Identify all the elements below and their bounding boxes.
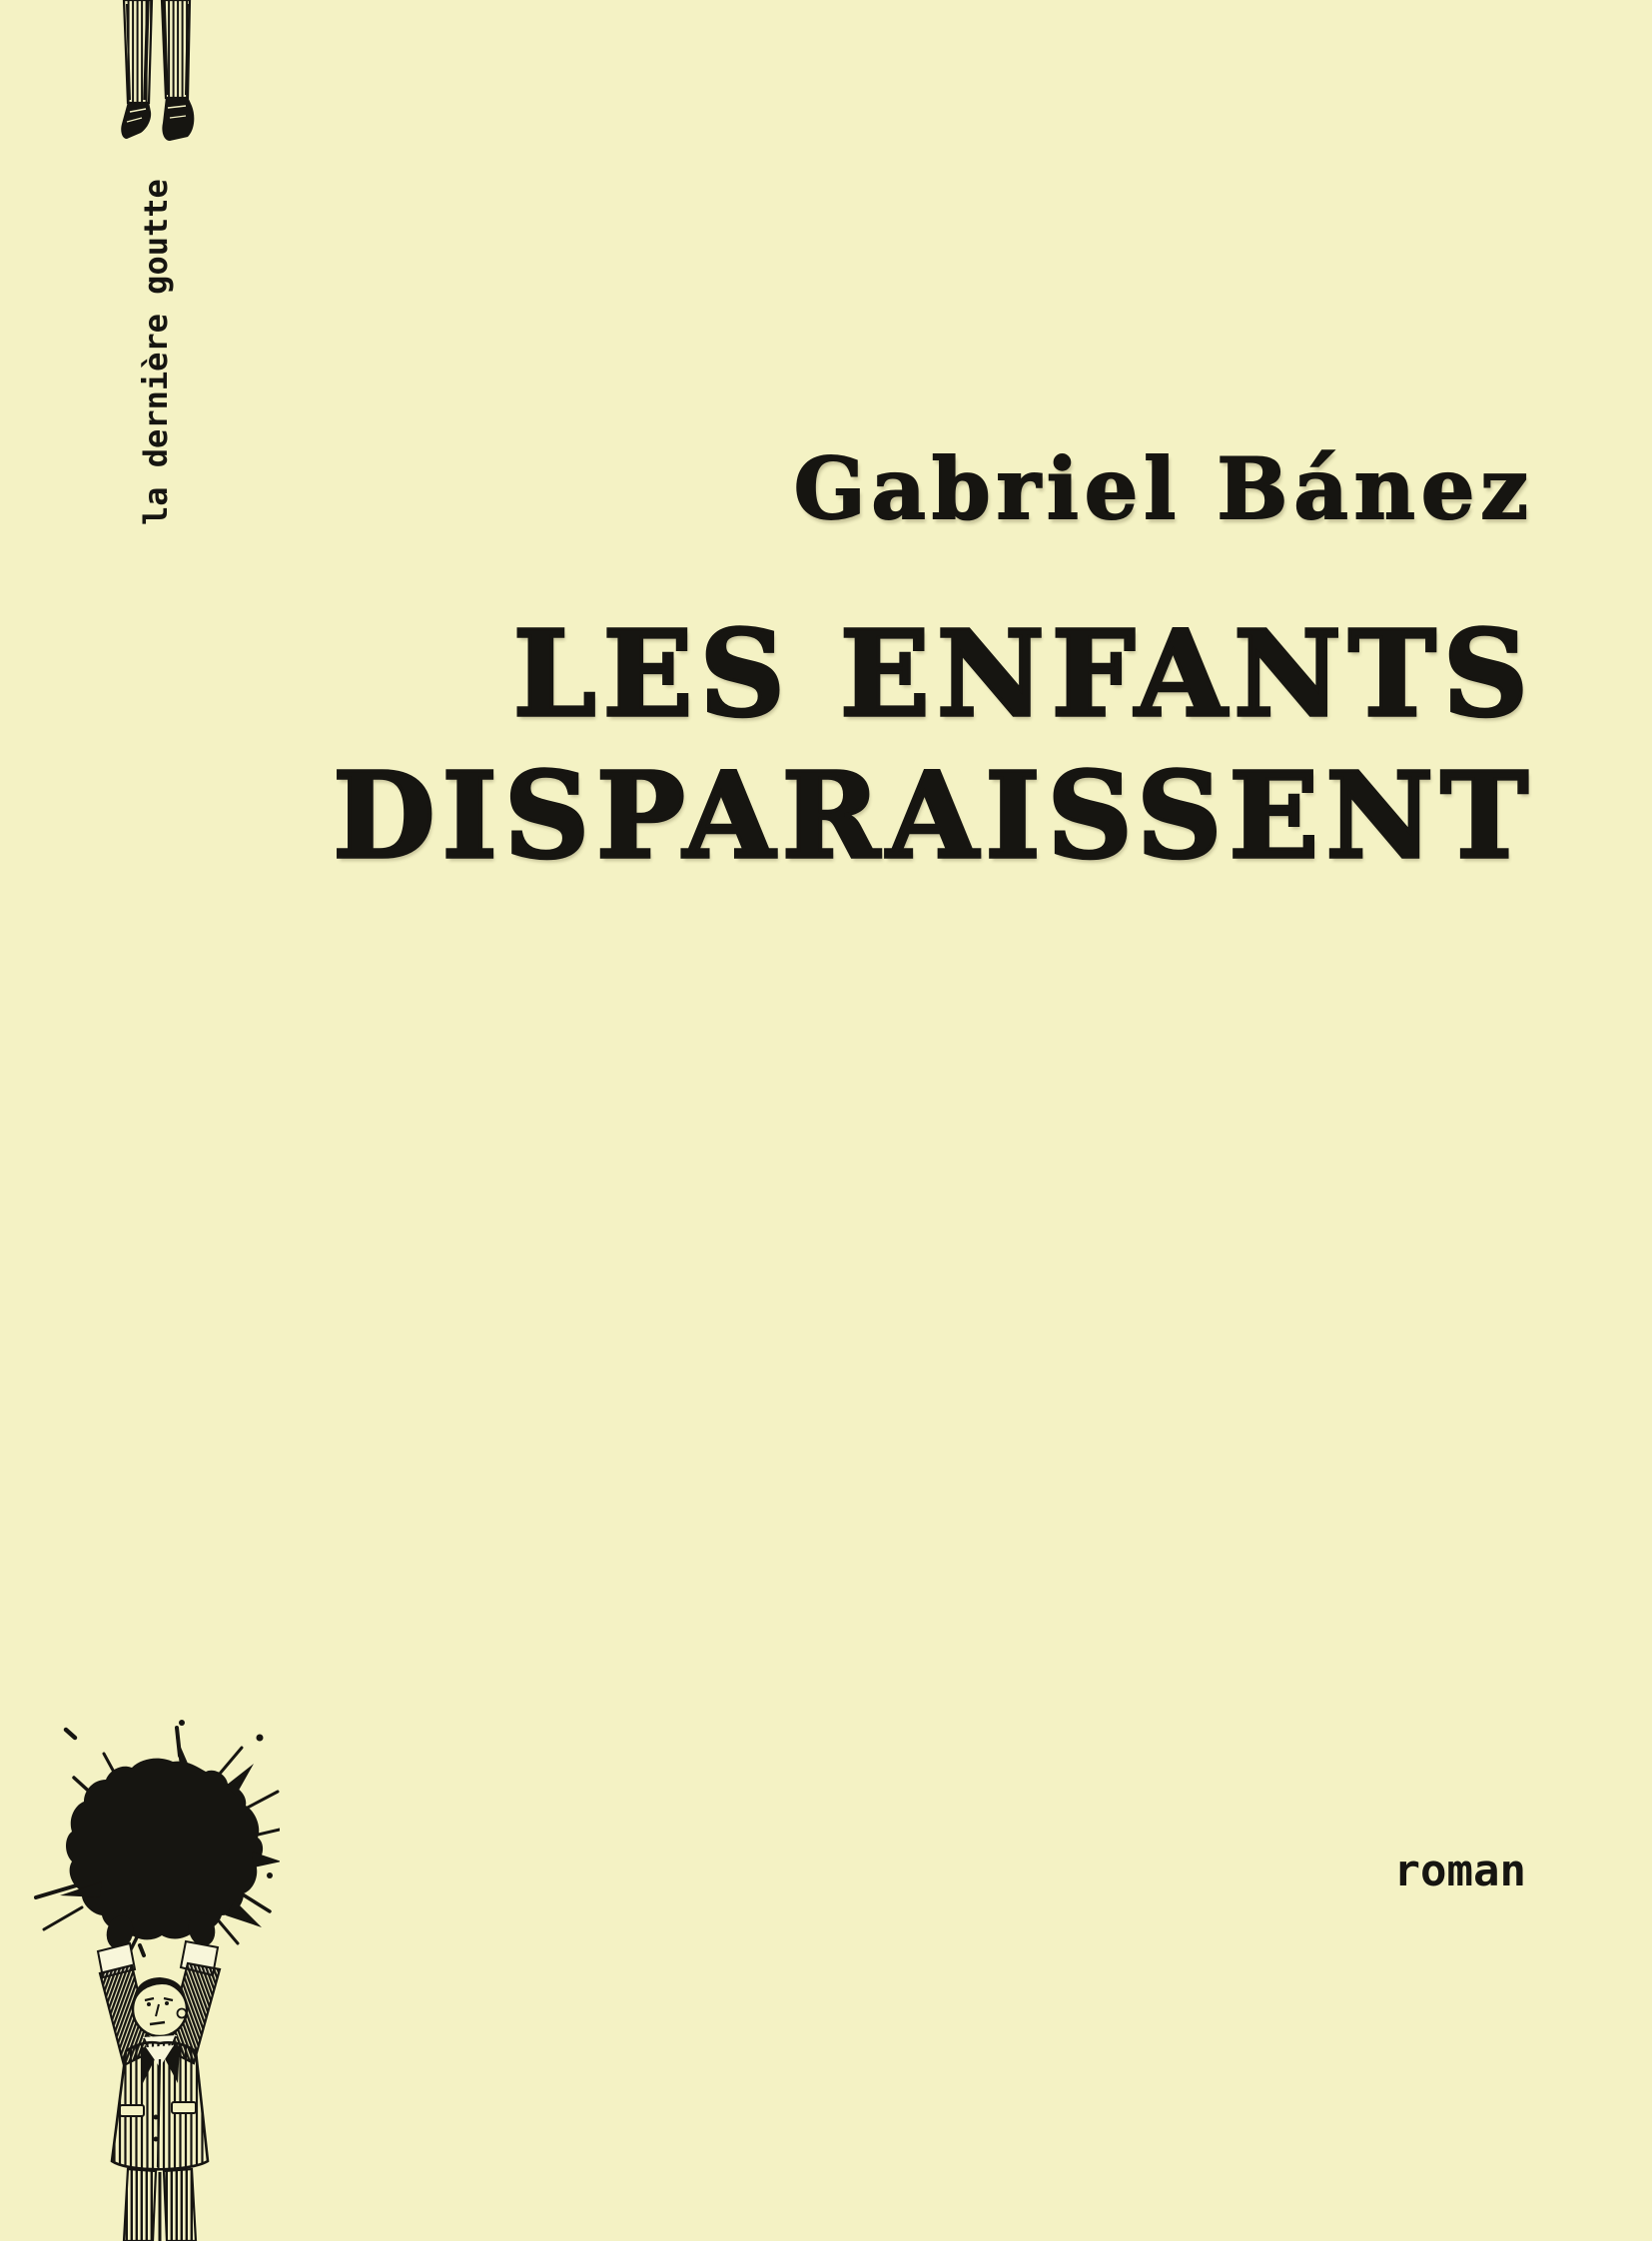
genre-label: roman: [1393, 1846, 1526, 1896]
title-line-2: DISPARAISSENT: [333, 745, 1535, 885]
author-name: Gabriel Bánez: [793, 439, 1534, 538]
hanging-legs-illustration: [118, 0, 196, 150]
ink-blot-man-illustration: [30, 1686, 280, 2241]
title-line-1: LES ENFANTS: [512, 604, 1535, 743]
book-title: [333, 603, 1535, 886]
publisher-name: la dernière goutte: [137, 179, 175, 525]
